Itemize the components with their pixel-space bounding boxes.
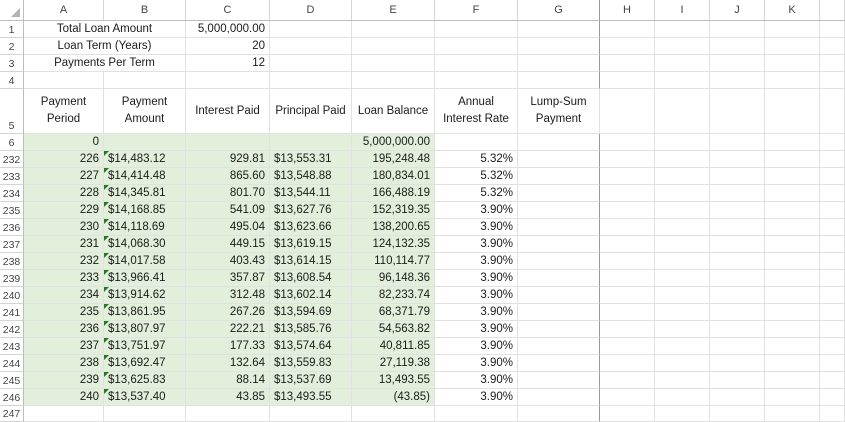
rate-cell[interactable]: 3.90% [435,253,518,270]
lump-sum-cell[interactable] [518,185,600,202]
period-cell[interactable]: 237 [24,338,104,355]
row-header[interactable]: 6 [0,134,24,151]
input-label[interactable]: Total Loan Amount [24,21,186,38]
principal-cell[interactable]: $13,548.88 [270,168,352,185]
cell-k-232[interactable] [765,151,820,168]
cell-i-232[interactable] [655,151,710,168]
cell-i-1[interactable] [655,21,710,38]
cell-f-247[interactable] [435,406,518,422]
filler-cell [820,89,845,134]
payment-cell[interactable]: $13,537.40 [104,389,186,406]
cell-k-5[interactable] [765,89,820,134]
interest-cell[interactable]: 267.26 [186,304,270,321]
cell-a-4[interactable] [24,72,104,89]
balance-cell[interactable]: 5,000,000.00 [352,134,435,151]
rate-cell[interactable]: 5.32% [435,168,518,185]
lump-sum-cell[interactable] [518,236,600,253]
period-cell[interactable]: 231 [24,236,104,253]
interest-cell[interactable]: 403.43 [186,253,270,270]
input-value[interactable]: 5,000,000.00 [186,21,270,38]
payment-cell[interactable]: $13,625.83 [104,372,186,389]
cell-h-235[interactable] [600,202,655,219]
cell-i-3[interactable] [655,55,710,72]
column-header-a[interactable]: A [24,0,104,21]
period-cell[interactable]: 230 [24,219,104,236]
payment-cell[interactable]: $14,118.69 [104,219,186,236]
cell-k-3[interactable] [765,55,820,72]
principal-cell[interactable]: $13,608.54 [270,270,352,287]
lump-sum-cell[interactable] [518,168,600,185]
payment-cell[interactable]: $14,068.30 [104,236,186,253]
row-header[interactable]: 243 [0,338,24,355]
payment-cell[interactable]: $14,483.12 [104,151,186,168]
principal-cell[interactable]: $13,619.15 [270,236,352,253]
cell-k-244[interactable] [765,355,820,372]
period-cell[interactable]: 226 [24,151,104,168]
cell-k-245[interactable] [765,372,820,389]
balance-cell[interactable]: 110,114.77 [352,253,435,270]
cell-h-239[interactable] [600,270,655,287]
cell-k-1[interactable] [765,21,820,38]
rate-cell[interactable]: 3.90% [435,270,518,287]
interest-cell[interactable]: 357.87 [186,270,270,287]
cell-k-247[interactable] [765,406,820,422]
cell-j-246[interactable] [710,389,765,406]
principal-cell[interactable]: $13,614.15 [270,253,352,270]
interest-cell[interactable]: 929.81 [186,151,270,168]
cell-i-5[interactable] [655,89,710,134]
cell-h-3[interactable] [600,55,655,72]
principal-cell[interactable]: $13,544.11 [270,185,352,202]
cell-k-238[interactable] [765,253,820,270]
cell-h-1[interactable] [600,21,655,38]
rate-cell[interactable]: 3.90% [435,304,518,321]
lump-sum-cell[interactable] [518,321,600,338]
column-header-h[interactable]: H [600,0,655,21]
interest-cell[interactable]: 222.21 [186,321,270,338]
interest-cell[interactable]: 132.64 [186,355,270,372]
cell-k-6[interactable] [765,134,820,151]
cell-j-240[interactable] [710,287,765,304]
cell-j-242[interactable] [710,321,765,338]
cell-e-4[interactable] [352,72,435,89]
cell-j-4[interactable] [710,72,765,89]
cell-i-6[interactable] [655,134,710,151]
row-header[interactable]: 239 [0,270,24,287]
row-header[interactable]: 237 [0,236,24,253]
cell-g-1[interactable] [518,21,600,38]
cell-i-236[interactable] [655,219,710,236]
column-header-c[interactable]: C [186,0,270,21]
filler-cell [820,355,845,372]
principal-cell[interactable] [270,134,352,151]
input-label[interactable]: Payments Per Term [24,55,186,72]
cell-h-244[interactable] [600,355,655,372]
lump-sum-cell[interactable] [518,270,600,287]
interest-cell[interactable]: 88.14 [186,372,270,389]
balance-cell[interactable]: 13,493.55 [352,372,435,389]
cell-h-232[interactable] [600,151,655,168]
rate-cell[interactable]: 5.32% [435,185,518,202]
column-header-e[interactable]: E [352,0,435,21]
period-cell[interactable]: 238 [24,355,104,372]
filler-cell [820,406,845,422]
row-header[interactable]: 5 [0,89,24,134]
cell-h-238[interactable] [600,253,655,270]
row-header[interactable]: 4 [0,72,24,89]
principal-cell[interactable]: $13,574.64 [270,338,352,355]
cell-k-240[interactable] [765,287,820,304]
filler-cell [820,168,845,185]
cell-i-2[interactable] [655,38,710,55]
cell-i-239[interactable] [655,270,710,287]
filler-cell [820,338,845,355]
cell-k-2[interactable] [765,38,820,55]
balance-cell[interactable]: 166,488.19 [352,185,435,202]
payment-cell[interactable]: $13,861.95 [104,304,186,321]
filler-cell [820,304,845,321]
period-cell[interactable]: 234 [24,287,104,304]
row-header[interactable]: 1 [0,21,24,38]
cell-h-247[interactable] [600,406,655,422]
column-title[interactable]: Principal Paid [270,89,352,134]
filler-cell [820,372,845,389]
cell-i-244[interactable] [655,355,710,372]
filler-cell [820,185,845,202]
column-header-g[interactable]: G [518,0,600,21]
cell-h-243[interactable] [600,338,655,355]
cell-k-235[interactable] [765,202,820,219]
balance-cell[interactable]: 124,132.35 [352,236,435,253]
column-title[interactable]: Annual Interest Rate [435,89,518,134]
balance-cell[interactable]: 138,200.65 [352,219,435,236]
payment-cell[interactable] [104,134,186,151]
cell-e-3[interactable] [352,55,435,72]
principal-cell[interactable]: $13,553.31 [270,151,352,168]
balance-cell[interactable]: 195,248.48 [352,151,435,168]
cell-j-233[interactable] [710,168,765,185]
filler-cell [820,72,845,89]
column-title[interactable]: Payment Period [24,89,104,134]
interest-cell[interactable]: 177.33 [186,338,270,355]
balance-cell[interactable]: (43.85) [352,389,435,406]
lump-sum-cell[interactable] [518,134,600,151]
payment-cell[interactable]: $13,692.47 [104,355,186,372]
filler-cell [820,389,845,406]
cell-c-4[interactable] [186,72,270,89]
rate-cell[interactable]: 3.90% [435,321,518,338]
column-title[interactable]: Loan Balance [352,89,435,134]
row-header[interactable]: 245 [0,372,24,389]
cell-d-1[interactable] [270,21,352,38]
cell-j-234[interactable] [710,185,765,202]
cell-k-239[interactable] [765,270,820,287]
interest-cell[interactable]: 865.60 [186,168,270,185]
interest-cell[interactable]: 495.04 [186,219,270,236]
interest-cell[interactable]: 541.09 [186,202,270,219]
period-cell[interactable]: 227 [24,168,104,185]
cell-e-247[interactable] [352,406,435,422]
lump-sum-cell[interactable] [518,202,600,219]
cell-j-236[interactable] [710,219,765,236]
cell-j-238[interactable] [710,253,765,270]
interest-cell[interactable] [186,134,270,151]
lump-sum-cell[interactable] [518,338,600,355]
row-header[interactable]: 235 [0,202,24,219]
cell-k-246[interactable] [765,389,820,406]
cell-j-239[interactable] [710,270,765,287]
cell-h-246[interactable] [600,389,655,406]
principal-cell[interactable]: $13,559.83 [270,355,352,372]
cell-i-243[interactable] [655,338,710,355]
lump-sum-cell[interactable] [518,219,600,236]
period-cell[interactable]: 233 [24,270,104,287]
cell-g-247[interactable] [518,406,600,422]
cell-j-1[interactable] [710,21,765,38]
balance-cell[interactable]: 152,319.35 [352,202,435,219]
row-header[interactable]: 247 [0,406,24,422]
cell-i-247[interactable] [655,406,710,422]
cell-j-5[interactable] [710,89,765,134]
cell-k-243[interactable] [765,338,820,355]
interest-cell[interactable]: 449.15 [186,236,270,253]
filler-cell [820,151,845,168]
cell-j-244[interactable] [710,355,765,372]
interest-cell[interactable]: 312.48 [186,287,270,304]
filler-cell [820,38,845,55]
cell-e-2[interactable] [352,38,435,55]
cell-c-247[interactable] [186,406,270,422]
cell-b-4[interactable] [104,72,186,89]
balance-cell[interactable]: 82,233.74 [352,287,435,304]
column-header-j[interactable]: J [710,0,765,21]
row-header[interactable]: 233 [0,168,24,185]
lump-sum-cell[interactable] [518,287,600,304]
cell-j-235[interactable] [710,202,765,219]
cell-j-243[interactable] [710,338,765,355]
period-cell[interactable]: 235 [24,304,104,321]
balance-cell[interactable]: 27,119.38 [352,355,435,372]
payment-cell[interactable]: $13,807.97 [104,321,186,338]
column-title[interactable]: Lump-Sum Payment [518,89,600,134]
period-cell[interactable]: 228 [24,185,104,202]
payment-cell[interactable]: $13,966.41 [104,270,186,287]
cell-h-236[interactable] [600,219,655,236]
cell-d-3[interactable] [270,55,352,72]
cell-h-4[interactable] [600,72,655,89]
filler-cell [820,134,845,151]
cell-k-236[interactable] [765,219,820,236]
cell-i-4[interactable] [655,72,710,89]
cell-h-2[interactable] [600,38,655,55]
cell-j-237[interactable] [710,236,765,253]
cell-k-234[interactable] [765,185,820,202]
cell-d-2[interactable] [270,38,352,55]
cell-i-234[interactable] [655,185,710,202]
filler-cell [820,236,845,253]
cell-i-242[interactable] [655,321,710,338]
cell-j-2[interactable] [710,38,765,55]
cell-g-4[interactable] [518,72,600,89]
column-header-f[interactable]: F [435,0,518,21]
rate-cell[interactable]: 3.90% [435,236,518,253]
cell-j-247[interactable] [710,406,765,422]
cell-i-241[interactable] [655,304,710,321]
filler-cell [820,21,845,38]
period-cell[interactable]: 236 [24,321,104,338]
period-cell[interactable]: 0 [24,134,104,151]
rate-cell[interactable]: 3.90% [435,202,518,219]
filler-cell [820,202,845,219]
period-cell[interactable]: 232 [24,253,104,270]
cell-f-4[interactable] [435,72,518,89]
cell-d-4[interactable] [270,72,352,89]
payment-cell[interactable]: $13,914.62 [104,287,186,304]
cell-g-2[interactable] [518,38,600,55]
column-header-i[interactable]: I [655,0,710,21]
balance-cell[interactable]: 54,563.82 [352,321,435,338]
filler-cell [820,253,845,270]
cell-h-234[interactable] [600,185,655,202]
cell-h-237[interactable] [600,236,655,253]
balance-cell[interactable]: 96,148.36 [352,270,435,287]
row-header[interactable]: 246 [0,389,24,406]
cell-h-6[interactable] [600,134,655,151]
column-header-k[interactable]: K [765,0,820,21]
input-value[interactable]: 12 [186,55,270,72]
payment-cell[interactable]: $14,345.81 [104,185,186,202]
cell-k-237[interactable] [765,236,820,253]
cell-i-238[interactable] [655,253,710,270]
cell-j-232[interactable] [710,151,765,168]
row-header[interactable]: 242 [0,321,24,338]
cell-i-235[interactable] [655,202,710,219]
principal-cell[interactable]: $13,594.69 [270,304,352,321]
balance-cell[interactable]: 40,811.85 [352,338,435,355]
row-header[interactable]: 238 [0,253,24,270]
rate-cell[interactable]: 3.90% [435,219,518,236]
rate-cell[interactable]: 3.90% [435,287,518,304]
period-cell[interactable]: 240 [24,389,104,406]
row-header[interactable]: 236 [0,219,24,236]
row-header[interactable]: 3 [0,55,24,72]
rate-cell[interactable]: 5.32% [435,151,518,168]
payment-cell[interactable]: $14,414.48 [104,168,186,185]
cell-f-1[interactable] [435,21,518,38]
interest-cell[interactable]: 43.85 [186,389,270,406]
balance-cell[interactable]: 180,834.01 [352,168,435,185]
column-header-d[interactable]: D [270,0,352,21]
filler-cell [820,321,845,338]
principal-cell[interactable]: $13,602.14 [270,287,352,304]
rate-cell[interactable] [435,134,518,151]
cell-h-242[interactable] [600,321,655,338]
cell-f-3[interactable] [435,55,518,72]
cell-h-241[interactable] [600,304,655,321]
cell-f-2[interactable] [435,38,518,55]
principal-cell[interactable]: $13,585.76 [270,321,352,338]
cell-e-1[interactable] [352,21,435,38]
payment-cell[interactable]: $14,017.58 [104,253,186,270]
principal-cell[interactable]: $13,623.66 [270,219,352,236]
cell-j-3[interactable] [710,55,765,72]
column-title[interactable]: Interest Paid [186,89,270,134]
row-header[interactable]: 240 [0,287,24,304]
lump-sum-cell[interactable] [518,372,600,389]
cell-h-233[interactable] [600,168,655,185]
principal-cell[interactable]: $13,537.69 [270,372,352,389]
cell-k-4[interactable] [765,72,820,89]
cell-a-247[interactable] [24,406,104,422]
period-cell[interactable]: 239 [24,372,104,389]
rate-cell[interactable]: 3.90% [435,338,518,355]
lump-sum-cell[interactable] [518,253,600,270]
cell-j-245[interactable] [710,372,765,389]
lump-sum-cell[interactable] [518,355,600,372]
row-header[interactable]: 2 [0,38,24,55]
input-value[interactable]: 20 [186,38,270,55]
rate-cell[interactable]: 3.90% [435,389,518,406]
principal-cell[interactable]: $13,493.55 [270,389,352,406]
payment-cell[interactable]: $13,751.97 [104,338,186,355]
lump-sum-cell[interactable] [518,304,600,321]
cell-i-246[interactable] [655,389,710,406]
rate-cell[interactable]: 3.90% [435,372,518,389]
row-header[interactable]: 232 [0,151,24,168]
payment-cell[interactable]: $14,168.85 [104,202,186,219]
cell-k-233[interactable] [765,168,820,185]
lump-sum-cell[interactable] [518,151,600,168]
cell-j-6[interactable] [710,134,765,151]
rate-cell[interactable]: 3.90% [435,355,518,372]
cell-h-5[interactable] [600,89,655,134]
row-header[interactable]: 244 [0,355,24,372]
cell-b-247[interactable] [104,406,186,422]
row-header[interactable]: 234 [0,185,24,202]
period-cell[interactable]: 229 [24,202,104,219]
balance-cell[interactable]: 68,371.79 [352,304,435,321]
filler-cell [820,270,845,287]
cell-h-240[interactable] [600,287,655,304]
cell-h-245[interactable] [600,372,655,389]
filler-cell [820,287,845,304]
cell-d-247[interactable] [270,406,352,422]
column-title[interactable]: Payment Amount [104,89,186,134]
row-header[interactable]: 241 [0,304,24,321]
interest-cell[interactable]: 801.70 [186,185,270,202]
cell-k-241[interactable] [765,304,820,321]
select-all-corner[interactable] [0,0,24,21]
cell-i-245[interactable] [655,372,710,389]
column-header-b[interactable]: B [104,0,186,21]
input-label[interactable]: Loan Term (Years) [24,38,186,55]
cell-i-233[interactable] [655,168,710,185]
cell-i-237[interactable] [655,236,710,253]
cell-k-242[interactable] [765,321,820,338]
cell-i-240[interactable] [655,287,710,304]
cell-g-3[interactable] [518,55,600,72]
filler-cell [820,55,845,72]
column-header-filler [820,0,845,21]
filler-cell [820,219,845,236]
cell-j-241[interactable] [710,304,765,321]
lump-sum-cell[interactable] [518,389,600,406]
principal-cell[interactable]: $13,627.76 [270,202,352,219]
